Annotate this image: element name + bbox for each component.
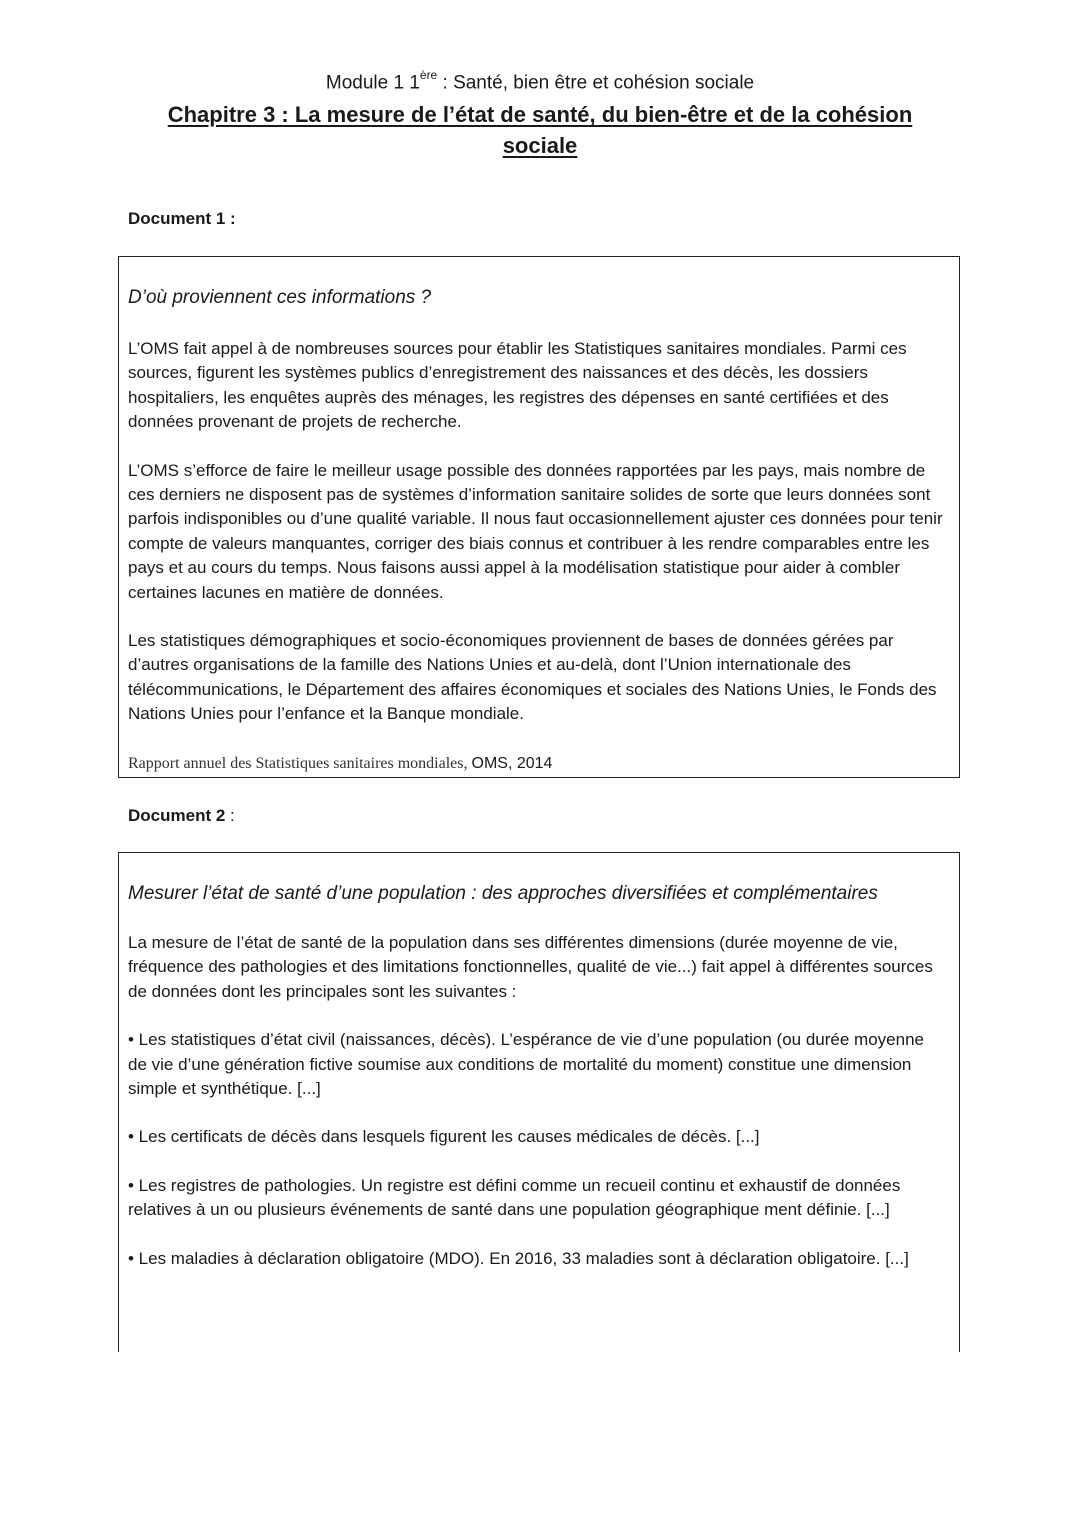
document-2-paragraph: La mesure de l’état de santé de la population dans ses différentes dimensions (durée moyenne de vie, fréquence des pathologies et des limitations fonctionnelles, qualité de vie...) fait appel à différentes sources de données dont les principales sont les suivantes : xyxy=(128,933,933,1001)
document-1-heading-label: Document 1 : xyxy=(128,209,236,228)
source-org: OMS, 2014 xyxy=(471,755,553,772)
module-sup: ère xyxy=(419,68,438,82)
chapter-title: Chapitre 3 : La mesure de l’état de santé, du bien-être et de la cohésion sociale xyxy=(167,102,913,159)
document-2-bullet: • Les statistiques d’état civil (naissances, décès). L’espérance de vie d’une population (ou durée moyenne de vie d’une génération fictive soumise aux conditions de mortalité du moment) constitue une dimension simple et synthétique. [...] xyxy=(128,1030,924,1099)
document-2-heading-suffix: : xyxy=(225,806,235,825)
source-text: Rapport annuel des Statistiques sanitaires mondiales, xyxy=(128,755,472,772)
document-1-box xyxy=(118,256,960,778)
document-2-heading-label: Document 2 xyxy=(128,806,226,825)
document-2-bullet: • Les certificats de décès dans lesquels figurent les causes médicales de décès. [...] xyxy=(128,1127,760,1147)
document-1-source xyxy=(128,754,552,774)
document-1-paragraph: Les statistiques démographiques et socio-économiques proviennent de bases de données gérées par d’autres organisations de la famille des Nations Unies et au-delà, dont l’Union internationale des télécommunications, le Département des affaires économiques et sociales des Nations Unies, le Fonds des Nations Unies pour l’enfance et la Banque mondiale. xyxy=(128,631,937,724)
document-2-title: Mesurer l’état de santé d’une population : des approches diversifiées et complémentaires xyxy=(128,883,878,904)
document-2-box xyxy=(118,852,960,1352)
module-suffix: : Santé, bien être et cohésion sociale xyxy=(437,72,755,94)
document-2-bullet: • Les maladies à déclaration obligatoire (MDO). En 2016, 33 maladies sont à déclaration obligatoire. [...] xyxy=(128,1248,909,1268)
module-line xyxy=(0,64,1080,96)
document-1-paragraph: L’OMS s’efforce de faire le meilleur usage possible des données rapportées par les pays, mais nombre de ces derniers ne disposent pas de systèmes d’information sanitaire solides de sorte que leurs données sont parfois indisponibles ou d’une qualité variable. Il nous faut occasionnellement ajuster ces données pour tenir compte de valeurs manquantes, corriger des biais connus et contribuer à les rendre comparables entre les pays et au cours du temps. Nous faisons aussi appel à la modélisation statistique pour aider à combler certaines lacunes en matière de données. xyxy=(128,460,943,602)
page-header xyxy=(0,64,1080,161)
module-prefix: Module 1 1 xyxy=(325,72,420,94)
document-1-heading xyxy=(128,208,236,230)
document-2-heading xyxy=(128,805,235,827)
document-1-paragraph: L’OMS fait appel à de nombreuses sources pour établir les Statistiques sanitaires mondiales. Parmi ces sources, figurent les systèmes publics d’enregistrement des naissances et des décès, les dossiers hospitaliers, les enquêtes auprès des ménages, les registres des dépenses en santé certifiées et des données provenant de projets de recherche. xyxy=(128,339,907,432)
document-1-title: D’où proviennent ces informations ? xyxy=(128,287,432,308)
document-2-bullet: • Les registres de pathologies. Un registre est défini comme un recueil continu et exhaustif de données relatives à un ou plusieurs événements de santé dans une population géographique ment définie. [...] xyxy=(128,1175,901,1220)
